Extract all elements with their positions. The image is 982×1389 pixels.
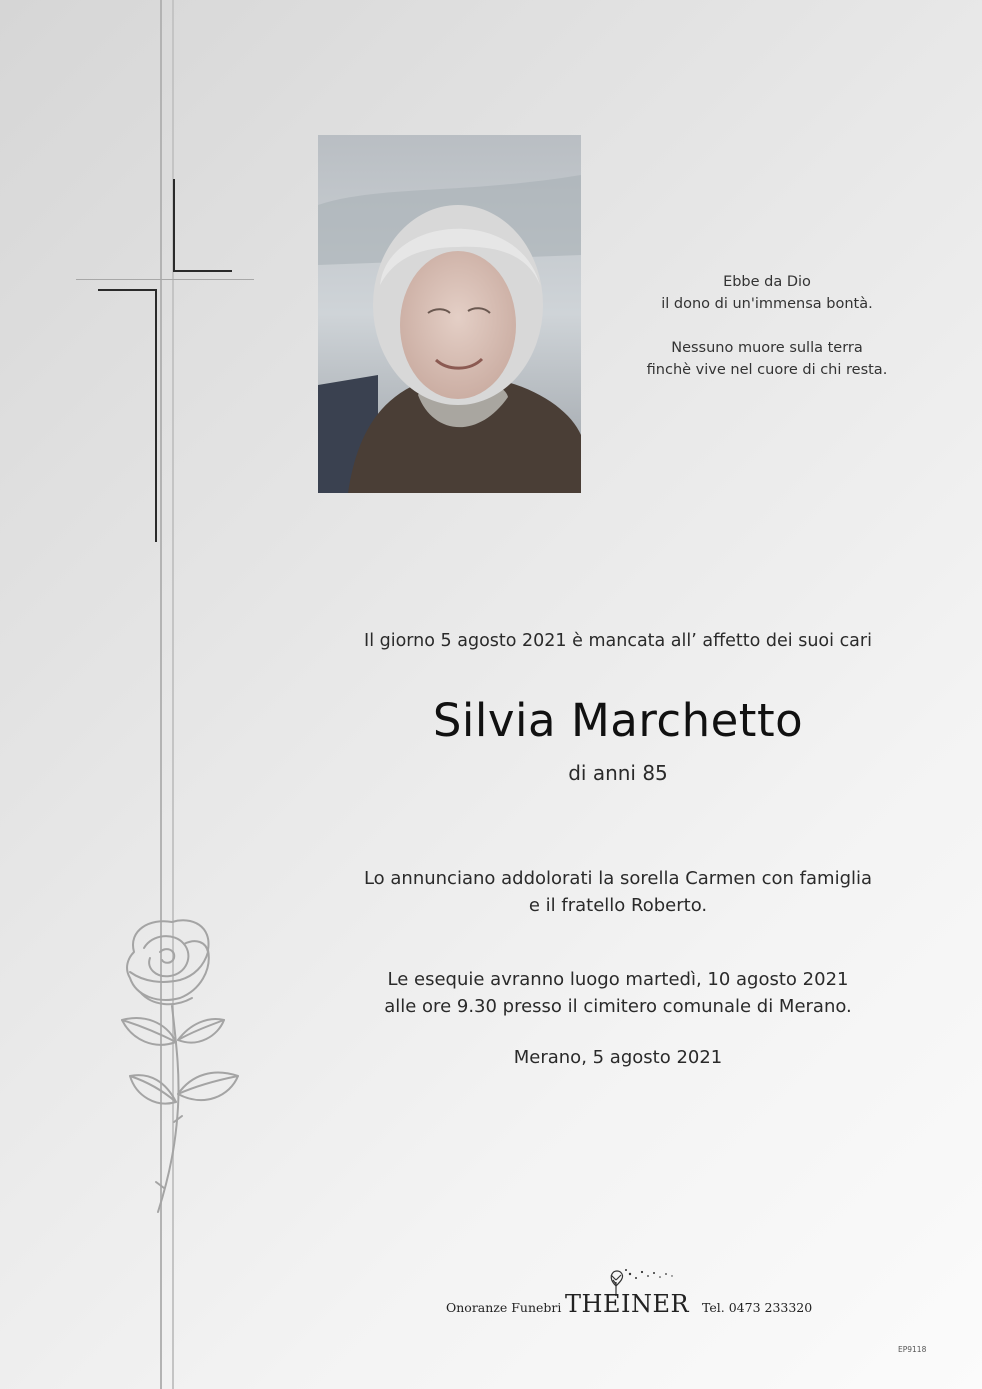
quote-line: Nessuno muore sulla terra: [671, 340, 863, 356]
cross-right-arm: [174, 270, 232, 272]
funeral-home-brand: THEINER: [565, 1290, 690, 1318]
death-announcement: Il giorno 5 agosto 2021 è mancata all’ affetto dei suoi cari: [364, 631, 872, 651]
cross-left-arm: [98, 289, 156, 291]
footer-prefix: Onoranze Funebri: [446, 1300, 562, 1315]
quote-line: Ebbe da Dio: [723, 274, 811, 290]
cross-upper-stem: [173, 179, 175, 272]
deceased-name: Silvia Marchetto: [432, 694, 804, 747]
deceased-age: di anni 85: [568, 761, 668, 785]
mourners-line: Lo annunciano addolorati la sorella Carmen con famiglia: [363, 868, 873, 889]
quote-line: finchè vive nel cuore di chi resta.: [646, 362, 888, 378]
funeral-details: [300, 966, 936, 1020]
quote-line: il dono di un'immensa bontà.: [661, 296, 873, 312]
cross-lower-stem: [155, 289, 157, 542]
funeral-line: alle ore 9.30 presso il cimitero comunale di Merano.: [384, 996, 852, 1017]
memorial-quote: [622, 271, 912, 381]
rose-icon: [100, 912, 260, 1242]
template-code: EP9118: [898, 1345, 927, 1354]
place-and-date: Merano, 5 agosto 2021: [513, 1047, 723, 1068]
mourners-line: e il fratello Roberto.: [528, 895, 708, 916]
mourners-text: [300, 865, 936, 919]
funeral-line: Le esequie avranno luogo martedì, 10 agosto 2021: [387, 969, 849, 990]
portrait-photo: [318, 135, 581, 493]
footer-phone: Tel. 0473 233320: [702, 1300, 813, 1315]
funeral-home-footer: [446, 1288, 846, 1328]
cross-thin-bar: [76, 279, 254, 280]
